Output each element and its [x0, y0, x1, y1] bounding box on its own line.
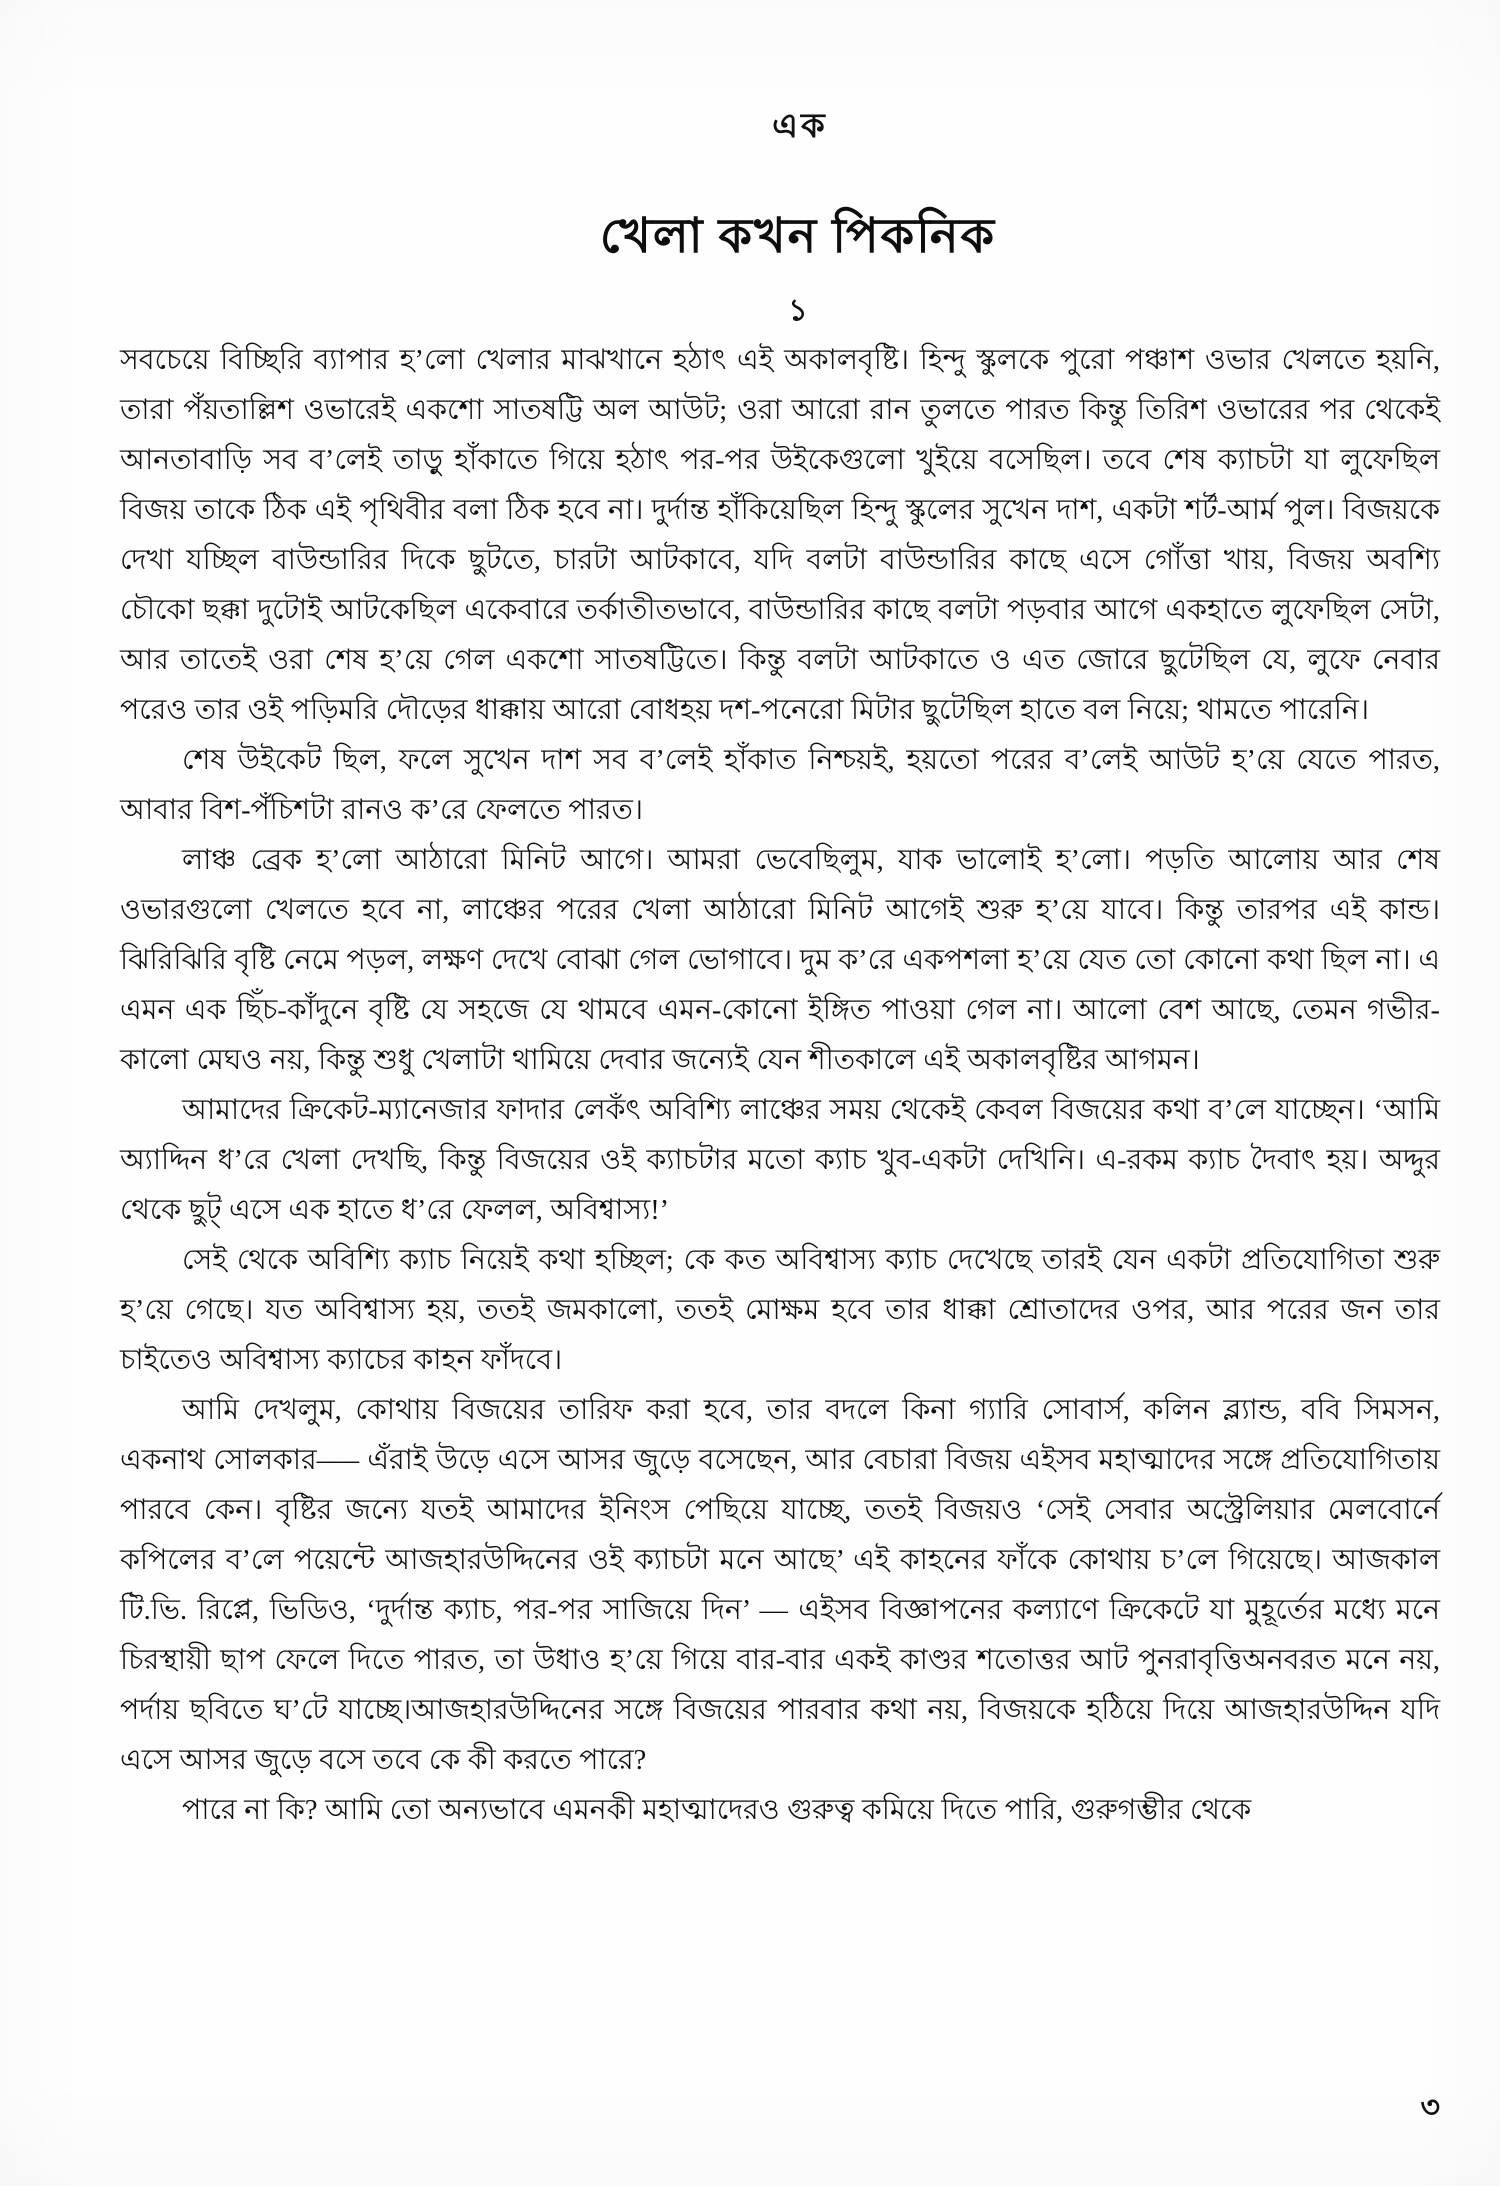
paragraph: শেষ উইকেট ছিল, ফলে সুখেন দাশ সব ব’লেই হাঁকাত নিশ্চয়ই, হয়তো পরের ব’লেই আউট হ’য়ে যেতে পারত, আবার বিশ-পঁচিশটা রানও ক’রে ফেলতে পারত। — [120, 745, 1440, 826]
chapter-title: খেলা কখন পিকনিক — [599, 210, 997, 264]
paragraph: সেই থেকে অবিশ্যি ক্যাচ নিয়েই কথা হচ্ছিল; কে কত অবিশ্বাস্য ক্যাচ দেখেছে তারই যেন একটা প্রতিযোগিতা শুরু হ’য়ে গেছে। যত অবিশ্বাস্য হয়, ততই জমকালো, ততই মোক্ষম হবে তার ধাক্কা শ্রোতাদের ওপর, আর পরের জন তার চাইতেও অবিশ্বাস্য ক্যাচের কাহন ফাঁদবে। — [120, 1245, 1440, 1376]
paragraph: আমাদের ক্রিকেট-ম্যানেজার ফাদার লেকঁৎ অবিশ্যি লাঞ্চের সময় থেকেই কেবল বিজয়ের কথা ব’লে যাচ্ছেন। ‘আমি অ্যাদ্দিন ধ’রে খেলা দেখছি, কিন্তু বিজয়ের ওই ক্যাচটার মতো ক্যাচ খুব-একটা দেখিনি। এ-রকম ক্যাচ দৈবাৎ হয়। অদ্দুর থেকে ছুট্ এসে এক হাতে ধ’রে ফেলল, অবিশ্বাস্য!’ — [120, 1095, 1440, 1226]
paragraph: লাঞ্চ ব্রেক হ’লো আঠারো মিনিট আগে। আমরা ভেবেছিলুম, যাক ভালোই হ’লো। পড়তি আলোয় আর শেষ ওভারগুলো খেলতে হবে না, লাঞ্চের পরের খেলা আঠারো মিনিট আগেই শুরু হ’য়ে যাবে। কিন্তু তারপর এই কান্ড। ঝিরিঝিরি বৃষ্টি নেমে পড়ল, লক্ষণ দেখে বোঝা গেল ভোগাবে। দুম ক’রে একপশলা হ’য়ে যেত তো কোনো কথা ছিল না। এ এমন এক ছিঁচ-কাঁদুনে বৃষ্টি যে সহজে যে থামবে এমন-কোনো ইঙ্গিত পাওয়া গেল না। আলো বেশ আছে, তেমন গভীর-কালো মেঘও নয়, কিন্তু শুধু খেলাটা থামিয়ে দেবার জন্যেই যেন শীতকালে এই অকালবৃষ্টির আগমন। — [120, 845, 1440, 1076]
body-text-block — [120, 336, 1440, 1836]
page-content-area — [120, 0, 1440, 2186]
paragraph: পারে না কি? আমি তো অন্যভাবে এমনকী মহাত্মাদেরও গুরুত্ব কমিয়ে দিতে পারি, গুরুগম্ভীর থেকে — [182, 1795, 1252, 1826]
paragraph: সবচেয়ে বিচ্ছিরি ব্যাপার হ’লো খেলার মাঝখানে হঠাৎ এই অকালবৃষ্টি। হিন্দু স্কুলকে পুরো পঞ্চাশ ওভার খেলতে হয়নি, তারা পঁয়তাল্লিশ ওভারেই একশো সাতষট্টি অল আউট; ওরা আরো রান তুলতে পারত কিন্তু তিরিশ ওভারের পর থেকেই আনতাবাড়ি সব ব’লেই তাড়ু হাঁকাতে গিয়ে হঠাৎ পর-পর উইকেগুলো খুইয়ে বসেছিল। তবে শেষ ক্যাচটা যা লুফেছিল বিজয় তাকে ঠিক এই পৃথিবীর বলা ঠিক হবে না। দুর্দান্ত হাঁকিয়েছিল হিন্দু স্কুলের সুখেন দাশ, একটা শর্ট-আর্ম পুল। বিজয়কে দেখা যচ্ছিল বাউন্ডারির দিকে ছুটতে, চারটা আটকাবে, যদি বলটা বাউন্ডারির কাছে এসে গোঁত্তা খায়, বিজয় অবশ্যি চৌকো ছক্কা দুটোই আটকেছিল একেবারে তর্কাতীতভাবে, বাউন্ডারির কাছে বলটা পড়বার আগে একহাতে লুফেছিল সেটা, আর তাতেই ওরা শেষ হ’য়ে গেল একশো সাতষট্টিতে। কিন্তু বলটা আটকাতে ও এত জোরে ছুটেছিল যে, লুফে নেবার পরেও তার ওই পড়িমরি দৌড়ের ধাক্কায় আরো বোধহয় দশ-পনেরো মিটার ছুটেছিল হাতে বল নিয়ে; থামতে পারেনি। — [120, 345, 1440, 726]
page-number: ৩ — [1420, 2091, 1440, 2124]
paragraph: আমি দেখলুম, কোথায় বিজয়ের তারিফ করা হবে, তার বদলে কিনা গ্যারি সোবার্স, কলিন ব্ল্যান্ড, ববি সিমসন, একনাথ সোলকার––– এঁরাই উড়ে এসে আসর জুড়ে বসেছেন, আর বেচারা বিজয় এইসব মহাত্মাদের সঙ্গে প্রতিযোগিতায় পারবে কেন। বৃষ্টির জন্যে যতই আমাদের ইনিংস পেছিয়ে যাচ্ছে, ততই বিজয়ও ‘সেই সেবার অস্ট্রেলিয়ার মেলবোর্নে কপিলের ব’লে পয়েন্টে আজহারউদ্দিনের ওই ক্যাচটা মনে আছে’ এই কাহনের ফাঁকে কোথায় চ’লে গিয়েছে। আজকাল টি.ভি. রিপ্লে, ভিডিও, ‘দুর্দান্ত ক্যাচ, পর-পর সাজিয়ে দিন’ — এইসব বিজ্ঞাপনের কল্যাণে ক্রিকেটে যা মুহূর্তের মধ্যে মনে চিরস্থায়ী ছাপ ফেলে দিতে পারত, তা উধাও হ’য়ে গিয়ে বার-বার একই কাণ্ডর শতোত্তর আট পুনরাবৃত্তিঅনবরত মনে নয়, পর্দায় ছবিতে ঘ’টে যাচ্ছে।আজহারউদ্দিনের সঙ্গে বিজয়ের পারবার কথা নয়, বিজয়কে হঠিয়ে দিয়ে আজহারউদ্দিন যদি এসে আসর জুড়ে বসে তবে কে কী করতে পারে? — [120, 1395, 1440, 1776]
chapter-label: এক — [772, 108, 828, 145]
section-number: ১ — [788, 294, 808, 327]
